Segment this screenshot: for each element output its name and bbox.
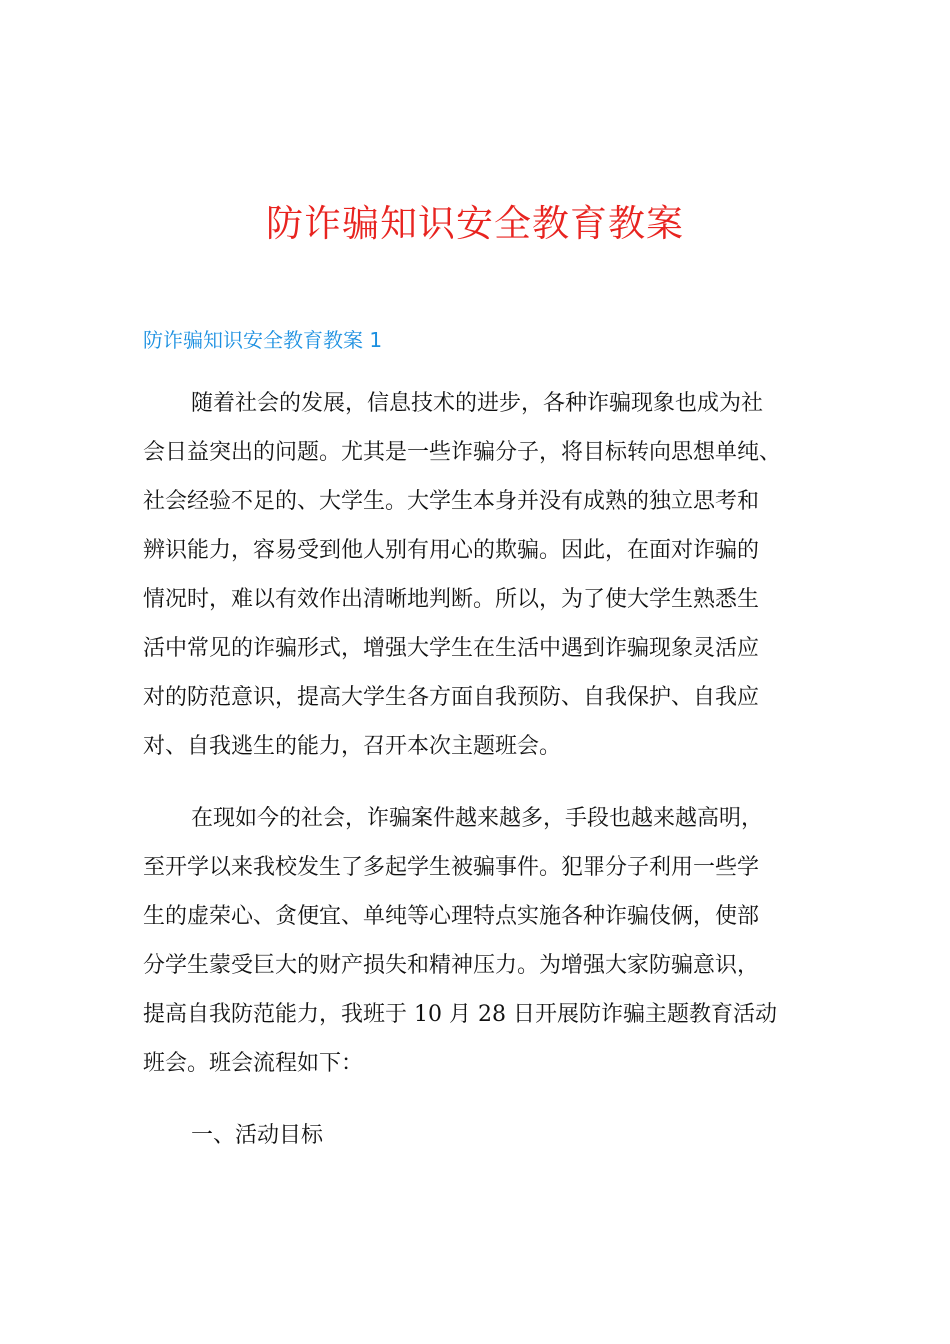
paragraph-line: 活中常见的诈骗形式，增强大学生在生活中遇到诈骗现象灵活应 — [143, 636, 760, 661]
paragraph-line: 随着社会的发展，信息技术的进步，各种诈骗现象也成为社 — [191, 391, 764, 416]
document-title: 防诈骗知识安全教育教案 — [266, 202, 684, 245]
paragraph-line: 对的防范意识，提高大学生各方面自我预防、自我保护、自我应 — [143, 685, 760, 710]
paragraph-line: 在现如今的社会，诈骗案件越来越多，手段也越来越高明， — [191, 806, 764, 831]
paragraph-line: 班会。班会流程如下： — [143, 1051, 364, 1076]
paragraph-line: 至开学以来我校发生了多起学生被骗事件。犯罪分子利用一些学 — [143, 855, 760, 880]
paragraph-line: 辨识能力，容易受到他人别有用心的欺骗。因此，在面对诈骗的 — [143, 538, 760, 563]
section-heading: 防诈骗知识安全教育教案 1 — [143, 328, 383, 352]
paragraph-line: 会日益突出的问题。尤其是一些诈骗分子，将目标转向思想单纯、 — [143, 440, 782, 465]
subheading-activity-goals: 一、活动目标 — [191, 1123, 324, 1148]
paragraph-line: 情况时，难以有效作出清晰地判断。所以，为了使大学生熟悉生 — [143, 587, 760, 612]
paragraph-line: 生的虚荣心、贪便宜、单纯等心理特点实施各种诈骗伎俩，使部 — [143, 904, 760, 929]
paragraph-line: 提高自我防范能力，我班于 10 月 28 日开展防诈骗主题教育活动 — [143, 1002, 777, 1027]
paragraph-line: 分学生蒙受巨大的财产损失和精神压力。为增强大家防骗意识， — [143, 953, 760, 978]
paragraph-line: 社会经验不足的、大学生。大学生本身并没有成熟的独立思考和 — [143, 489, 760, 514]
paragraph-line: 对、自我逃生的能力，召开本次主题班会。 — [143, 734, 562, 759]
